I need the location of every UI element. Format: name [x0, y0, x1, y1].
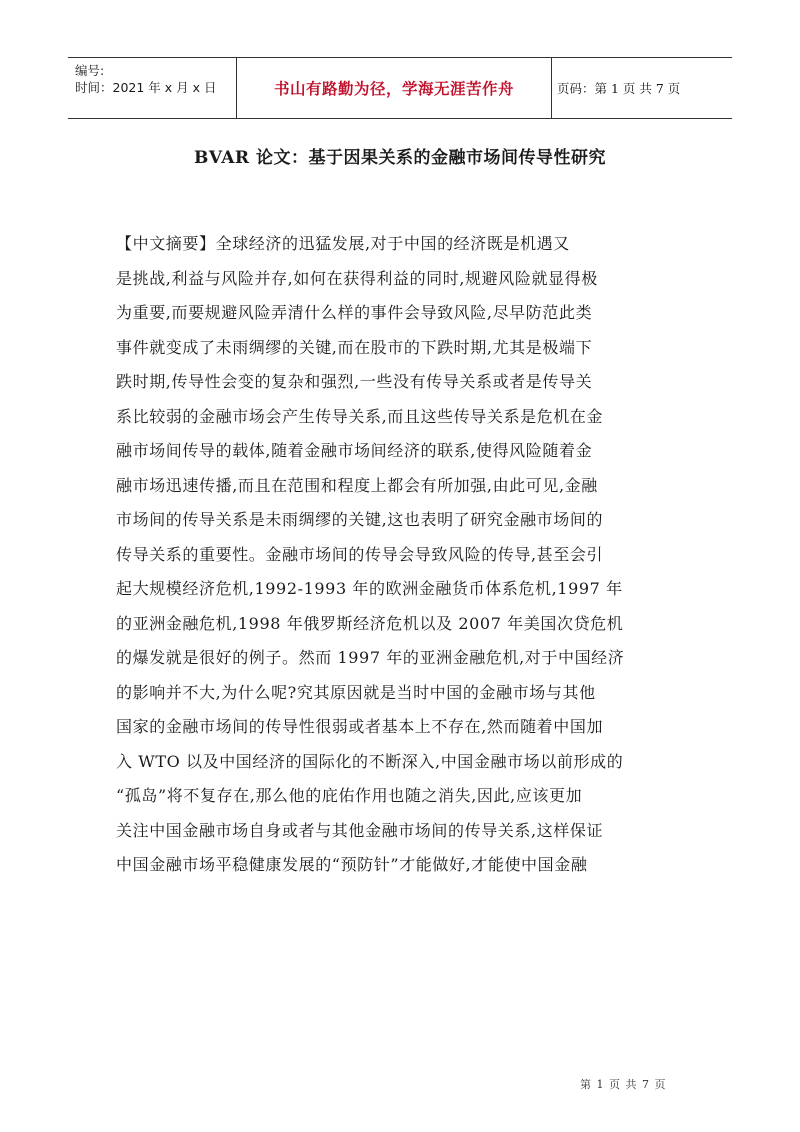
header-page-info: 页码：第 1 页 共 7 页 — [557, 81, 681, 96]
time-label: 时间：2021 年 x 月 x 日 — [75, 80, 217, 95]
header-motto: 书山有路勤为径，学海无涯苦作舟 — [273, 79, 514, 98]
body-line: 跌时期,传导性会变的复杂和强烈,一些没有传导关系或者是传导关 — [116, 372, 593, 391]
body-line: 关注中国金融市场自身或者与其他金融市场间的传导关系,这样保证 — [116, 820, 604, 840]
body-line: 的影响并不大,为什么呢?究其原因就是当时中国的金融市场与其他 — [116, 682, 596, 702]
body-line: 事件就变成了未雨绸缪的关键,而在股市的下跌时期,尤其是极端下 — [116, 337, 593, 357]
body-line: “孤岛”将不复存在,那么他的庇佑作用也随之消失,因此,应该更加 — [116, 786, 583, 805]
abstract-body — [116, 227, 690, 883]
body-line: 起大规模经济危机,1992-1993 年的欧洲金融货币体系危机,1997 年 — [116, 579, 623, 598]
body-line: 的亚洲金融危机,1998 年俄罗斯经济危机以及 2007 年美国次贷危机 — [116, 613, 624, 633]
body-line: 国家的金融市场间的传导性很弱或者基本上不存在,然而随着中国加 — [116, 717, 604, 736]
body-line: 为重要,而要规避风险弄清什么样的事件会导致风险,尽早防范此类 — [116, 303, 593, 322]
body-line: 融市场迅速传播,而且在范围和程度上都会有所加强,由此可见,金融 — [116, 475, 598, 495]
body-line: 是挑战,利益与风险并存,如何在获得利益的同时,规避风险就显得极 — [116, 268, 598, 288]
header-divider-right — [551, 58, 552, 118]
body-line: 融市场间传导的载体,随着金融市场间经济的联系,使得风险随着金 — [116, 441, 593, 460]
document-title: BVAR 论文：基于因果关系的金融市场间传导性研究 — [194, 148, 606, 168]
body-line: 【中文摘要】全球经济的迅猛发展,对于中国的经济既是机遇又 — [116, 234, 570, 253]
body-line: 的爆发就是很好的例子。然而 1997 年的亚洲金融危机,对于中国经济 — [116, 648, 625, 667]
code-label: 编号: — [75, 63, 105, 78]
page-header — [68, 57, 732, 119]
body-line: 市场间的传导关系是未雨绸缪的关键,这也表明了研究金融市场间的 — [116, 510, 604, 529]
body-line: 系比较弱的金融市场会产生传导关系,而且这些传导关系是危机在金 — [116, 406, 604, 426]
body-line: 入 WTO 以及中国经济的国际化的不断深入,中国金融市场以前形成的 — [116, 751, 624, 771]
page-footer: 第 1 页 共 7 页 — [580, 1078, 667, 1091]
header-meta — [75, 62, 216, 96]
body-line: 传导关系的重要性。金融市场间的传导会导致风险的传导,甚至会引 — [116, 544, 604, 564]
body-line: 中国金融市场平稳健康发展的“预防针”才能做好,才能使中国金融 — [116, 855, 588, 874]
